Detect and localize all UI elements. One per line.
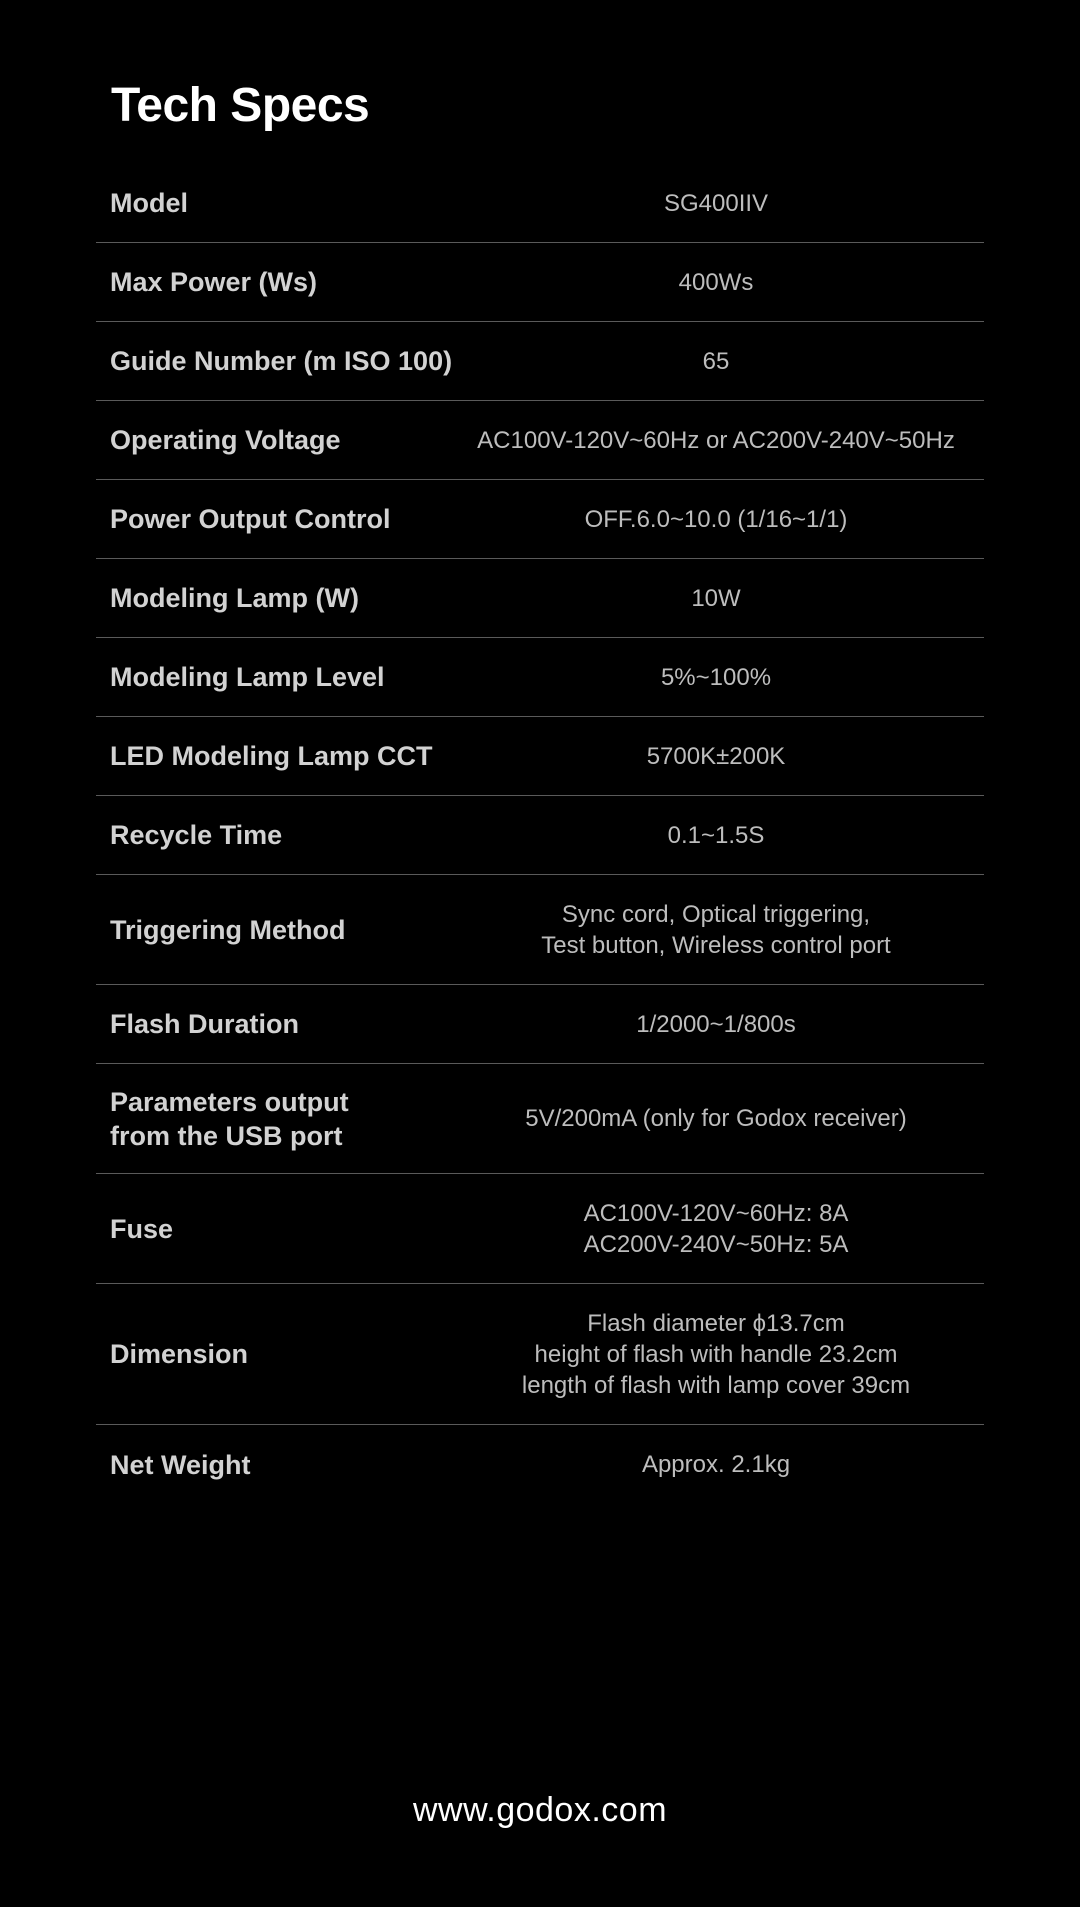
spec-row [96,1064,984,1174]
spec-label [96,1337,456,1371]
spec-value-line: 1/2000~1/800s [636,1010,796,1038]
spec-value [456,504,984,535]
spec-label [96,581,456,615]
spec-value [456,741,984,772]
spec-value [456,1103,984,1134]
spec-label-line: Modeling Lamp (W) [110,583,359,613]
spec-label-line: Model [110,188,188,218]
spec-value-line: Flash diameter ϕ13.7cm [587,1309,845,1337]
spec-value [456,1009,984,1040]
spec-label-line: Net Weight [110,1449,251,1480]
spec-value [456,899,984,961]
spec-label [96,1085,456,1153]
spec-value-line: length of flash with lamp cover 39cm [521,1371,911,1399]
spec-label-line: Recycle Time [110,820,283,850]
spec-row [96,796,984,875]
spec-label-line: Fuse [110,1213,174,1244]
spec-label [96,423,456,457]
footer-url[interactable]: www.godox.com [412,1791,668,1829]
spec-label-line: Operating Voltage [110,425,341,455]
spec-row [96,985,984,1064]
specs-table [96,164,984,1504]
spec-label [96,660,456,694]
spec-label [96,1212,456,1246]
spec-label [96,502,456,536]
spec-value [456,583,984,614]
spec-value [456,346,984,377]
spec-value-line: 10W [691,584,741,612]
spec-value-line: Sync cord, Optical triggering, [561,900,871,928]
spec-label-line: Guide Number (m ISO 100) [110,346,453,376]
spec-value-line: AC100V-120V~60Hz or AC200V-240V~50Hz [477,426,955,454]
spec-value-line: 65 [702,347,730,375]
spec-label [96,818,456,852]
spec-label [96,913,456,947]
spec-value-line: AC100V-120V~60Hz: 8A [583,1199,849,1227]
spec-value [456,188,984,219]
spec-row [96,322,984,401]
spec-value [456,1449,984,1480]
spec-value [456,820,984,851]
spec-value [456,425,984,456]
spec-value-line: height of flash with handle 23.2cm [534,1340,898,1368]
spec-value-line: Test button, Wireless control port [541,931,891,959]
spec-value-line: 5%~100% [660,663,772,691]
spec-label [96,1007,456,1041]
spec-value [456,1308,984,1401]
page-title: Tech Specs [111,79,370,132]
spec-value [456,662,984,693]
spec-label-line: Power Output Control [110,504,391,534]
spec-value-line: AC200V-240V~50Hz: 5A [583,1230,849,1258]
spec-label-line: Dimension [110,1339,249,1369]
spec-value [456,267,984,298]
spec-label-line: Flash Duration [110,1009,300,1039]
spec-row [96,875,984,985]
spec-label [96,344,456,378]
spec-row [96,638,984,717]
spec-value-line: 0.1~1.5S [667,821,765,849]
spec-value-line: Approx. 2.1kg [641,1451,791,1478]
spec-row [96,243,984,322]
spec-label-line: Modeling Lamp Level [110,662,385,692]
spec-value-line: SG400IIV [663,189,769,217]
spec-value [456,1198,984,1260]
spec-value-line: 5700K±200K [646,742,786,770]
spec-row [96,1174,984,1284]
spec-row [96,480,984,559]
spec-label [96,739,456,773]
spec-row [96,164,984,243]
spec-value-line: 400Ws [678,268,754,296]
spec-row [96,1425,984,1504]
spec-label-line: Parameters output [110,1086,349,1117]
spec-row [96,559,984,638]
spec-value-line: 5V/200mA (only for Godox receiver) [525,1105,907,1132]
spec-label [96,1448,456,1482]
spec-row [96,1284,984,1425]
spec-value-line: OFF.6.0~10.0 (1/16~1/1) [584,505,848,533]
spec-label [96,186,456,220]
spec-row [96,717,984,796]
spec-label-line: from the USB port [110,1120,343,1151]
spec-label-line: LED Modeling Lamp CCT [110,741,433,771]
spec-label-line: Max Power (Ws) [110,267,318,297]
spec-row [96,401,984,480]
spec-label [96,265,456,299]
spec-label-line: Triggering Method [110,914,346,945]
